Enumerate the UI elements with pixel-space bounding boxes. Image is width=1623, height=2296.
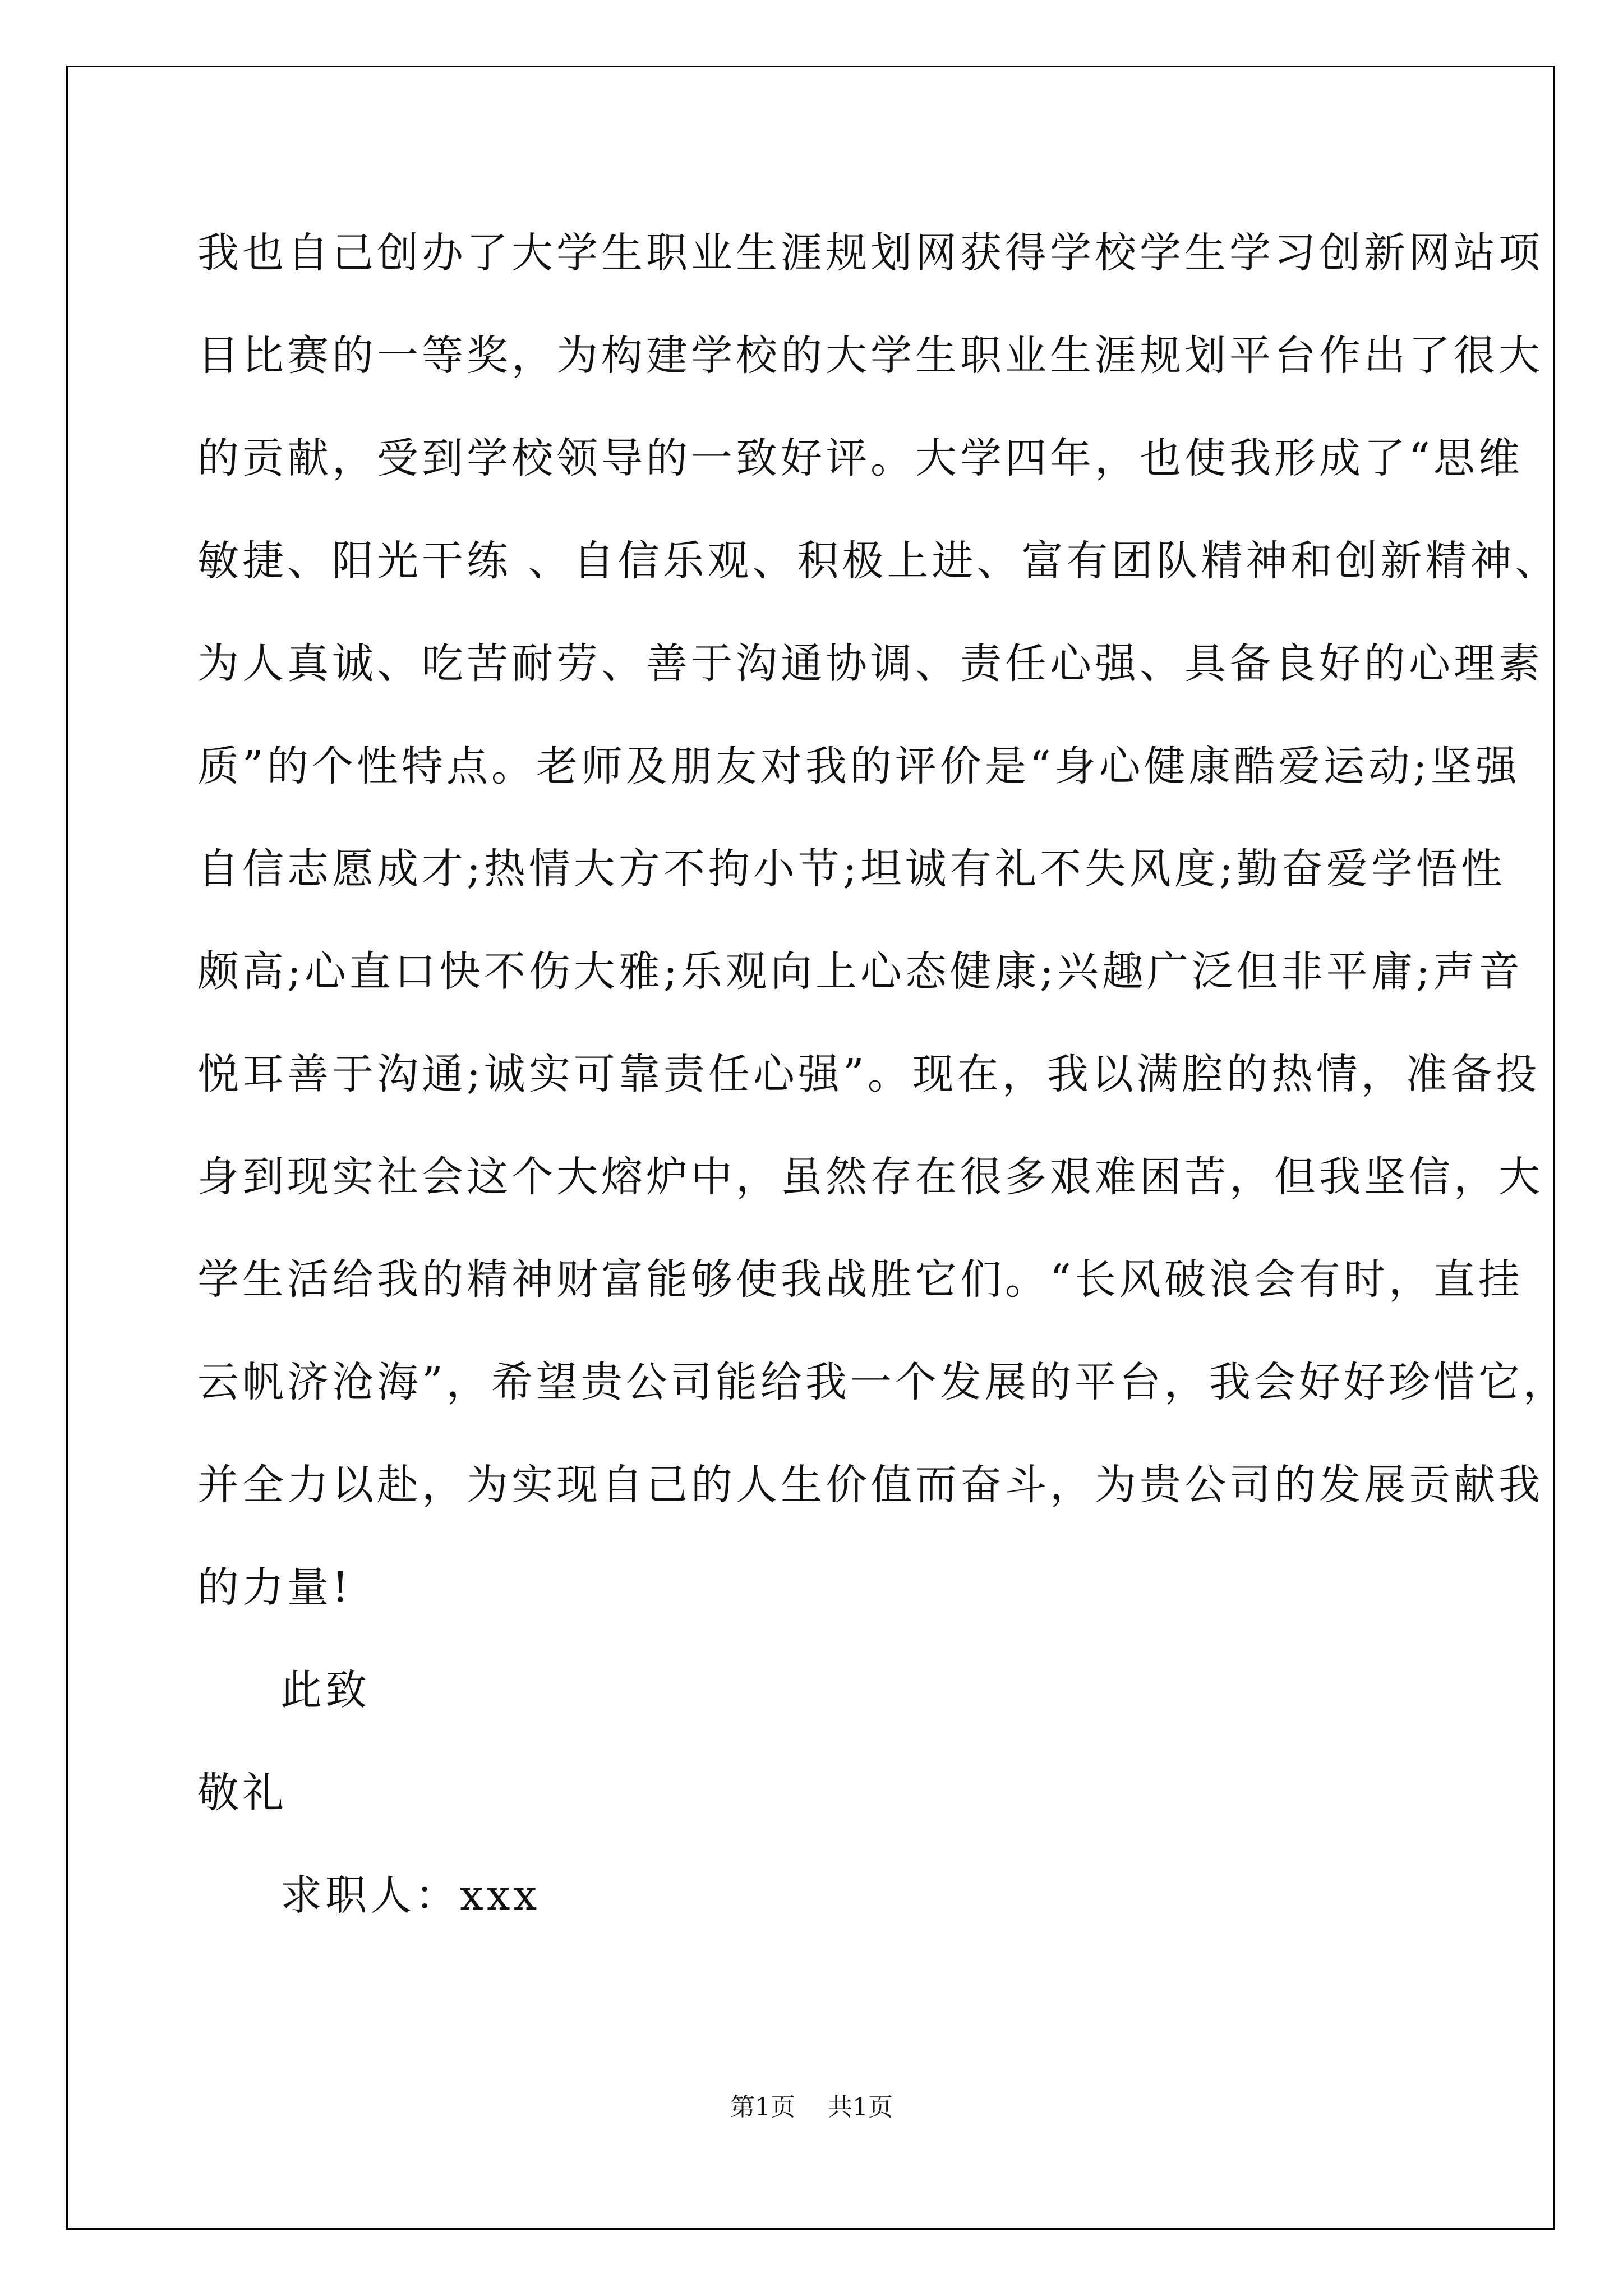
body-line: 目比赛的一等奖，为构建学校的大学生职业生涯规划平台作出了很大 <box>197 332 1543 380</box>
closing-phrase: 此致 <box>280 1666 370 1714</box>
body-line: 的贡献，受到学校领导的一致好评。大学四年，也使我形成了“思维 <box>197 434 1523 482</box>
body-line: 悦耳善于沟通;诚实可靠责任心强”。现在，我以满腔的热情，准备投 <box>197 1050 1541 1098</box>
body-line: 敏捷、阳光干练 、自信乐观、积极上进、富有团队精神和创新精神、 <box>197 537 1560 585</box>
body-line: 自信志愿成才;热情大方不拘小节;坦诚有礼不失风度;勤奋爱学悟性 <box>197 845 1506 893</box>
body-line: 颇高;心直口快不伤大雅;乐观向上心态健康;兴趣广泛但非平庸;声音 <box>197 947 1523 996</box>
salutation: 敬礼 <box>197 1769 287 1817</box>
body-line: 学生活给我的精神财富能够使我战胜它们。“长风破浪会有时，直挂 <box>197 1255 1523 1304</box>
page-footer <box>0 2087 1623 2123</box>
body-line: 为人真诚、吃苦耐劳、善于沟通协调、责任心强、具备良好的心理素 <box>197 639 1543 688</box>
body-line: 云帆济沧海”，希望贵公司能给我一个发展的平台，我会好好珍惜它， <box>197 1358 1568 1406</box>
page-number: 第1页 <box>730 2093 795 2122</box>
body-line: 的力量! <box>197 1563 352 1612</box>
letter-body <box>197 202 1568 1947</box>
body-line: 我也自己创办了大学生职业生涯规划网获得学校学生学习创新网站项 <box>197 229 1543 277</box>
page-count: 共1页 <box>828 2093 893 2122</box>
body-line: 身到现实社会这个大熔炉中，虽然存在很多艰难困苦，但我坚信，大 <box>197 1153 1543 1201</box>
signature: 求职人：xxx <box>280 1871 541 1920</box>
body-line: 并全力以赴，为实现自己的人生价值而奋斗，为贵公司的发展贡献我 <box>197 1461 1543 1509</box>
body-line: 质”的个性特点。老师及朋友对我的评价是“身心健康酷爱运动;坚强 <box>197 742 1520 790</box>
